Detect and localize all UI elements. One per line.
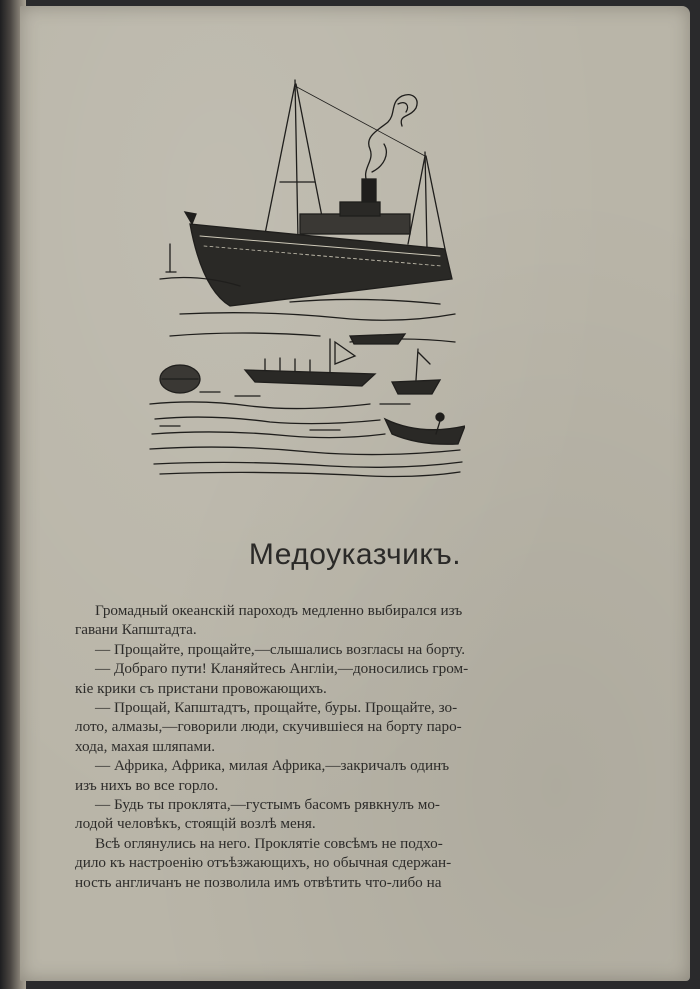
- text-line: — Добраго пути! Кланяйтесь Англіи,—доносились гром-: [95, 660, 469, 678]
- chapter-title: Медоуказчикъ.: [248, 538, 462, 571]
- text-line: Всѣ оглянулись на него. Проклятіе совсѣмъ не подхо-: [95, 834, 443, 852]
- text-line: дило къ настроенію отъѣзжающихъ, но обычная сдержан-: [75, 854, 452, 872]
- text-line: кіе крики съ пристани провожающихъ.: [75, 679, 327, 697]
- text-line: ность англичанъ не позволила имъ отвѣтить что-либо на: [75, 873, 442, 891]
- body-text: [75, 601, 575, 892]
- steamship-illustration-icon: [140, 74, 465, 479]
- text-line: хода, махая шляпами.: [75, 737, 216, 755]
- text-line: — Прощайте, прощайте,—слышались возгласы на борту.: [95, 640, 466, 658]
- text-line: лодой человѣкъ, стоящій возлѣ меня.: [75, 815, 316, 833]
- text-line: — Будь ты проклята,—густымъ басомъ рявкнулъ мо-: [95, 796, 440, 814]
- text-line: гавани Капштадта.: [75, 621, 197, 639]
- text-line: изъ нихъ во все горло.: [75, 776, 219, 794]
- text-line: Громадный океанскій пароходъ медленно выбирался изъ: [95, 602, 463, 619]
- text-line: лото, алмазы,—говорили люди, скучившіеся на борту паро-: [75, 718, 462, 736]
- text-line: — Прощай, Капштадтъ, прощайте, буры. Прощайте, зо-: [95, 699, 458, 717]
- book-page: [20, 6, 690, 981]
- text-line: — Африка, Африка, милая Африка,—закричалъ одинъ: [95, 757, 450, 775]
